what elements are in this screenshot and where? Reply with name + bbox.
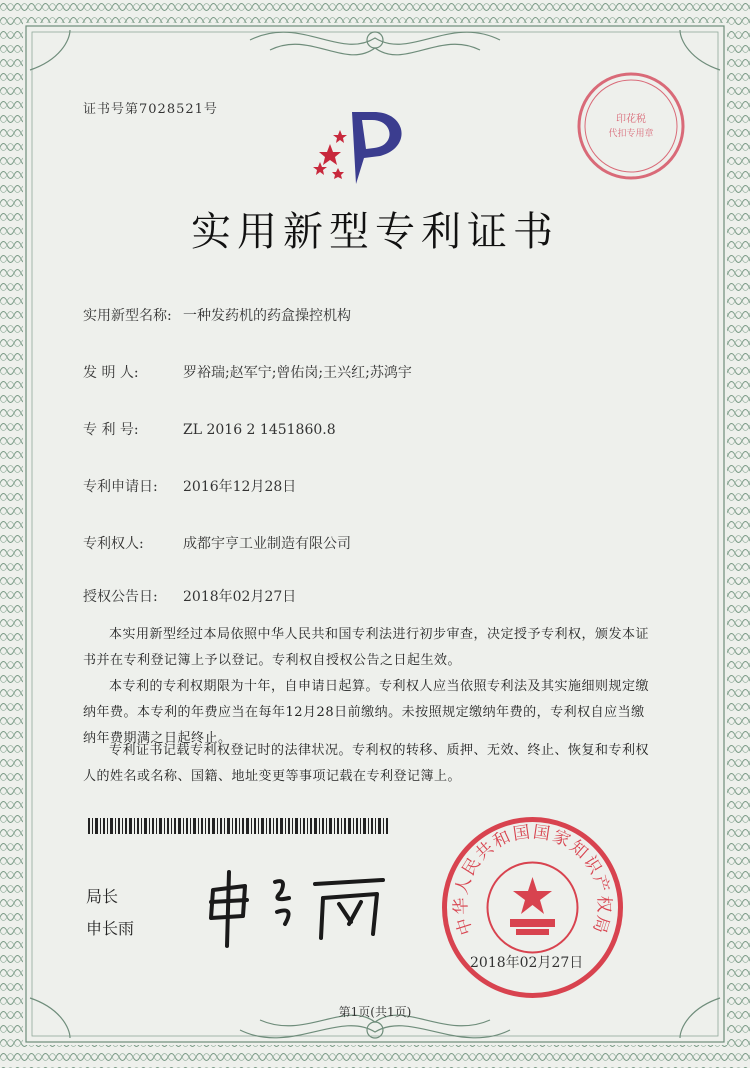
barcode xyxy=(88,818,390,834)
field-value: 2018年02月27日 xyxy=(183,589,297,605)
field-label: 授权公告日: xyxy=(83,589,158,605)
field-value: 罗裕瑞;赵军宁;曾佑岗;王兴红;苏鸿宇 xyxy=(183,365,412,381)
director-name: 申长雨 xyxy=(86,919,135,938)
field-patent-number xyxy=(83,419,336,439)
field-patentee xyxy=(83,533,351,553)
field-value: ZL 2016 2 1451860.8 xyxy=(183,422,336,438)
field-application-date xyxy=(83,476,296,496)
field-grant-date xyxy=(83,586,296,606)
paragraph-term: 本专利的专利权期限为十年，自申请日起算。专利权人应当依照专利法及其实施细则规定缴纳年费。本专利的年费应当在每年12月28日前缴纳。未按照规定缴纳年费的，专利权自应当缴纳年费期满之日起终止。 xyxy=(83,679,650,746)
field-inventors xyxy=(83,362,412,382)
svg-text:中华人民共和国国家知识产权局: 中华人民共和国国家知识产权局 xyxy=(451,822,614,938)
field-label: 专利权人: xyxy=(83,536,144,552)
director-title: 局长 xyxy=(86,887,119,906)
page-footer: 第1页(共1页) xyxy=(338,1005,412,1019)
field-label: 实用新型名称: xyxy=(83,308,172,324)
paragraph-grant: 本实用新型经过本局依照中华人民共和国专利法进行初步审查，决定授予专利权，颁发本证书并在专利登记簿上予以登记。专利权自授权公告之日起生效。 xyxy=(83,627,650,668)
state-ip-office-seal xyxy=(440,815,625,1000)
patent-office-logo xyxy=(312,106,422,186)
director-signature xyxy=(205,868,390,948)
seal-date: 2018年02月27日 xyxy=(470,955,584,971)
svg-text:代扣专用章: 代扣专用章 xyxy=(608,129,654,139)
field-value: 成都宇亨工业制造有限公司 xyxy=(183,536,351,552)
agency-seal xyxy=(575,70,687,182)
field-label: 专 利 号: xyxy=(83,422,139,438)
paragraph-legal-status: 专利证书记载专利权登记时的法律状况。专利权的转移、质押、无效、终止、恢复和专利权人的姓名或名称、国籍、地址变更等事项记载在专利登记簿上。 xyxy=(83,743,650,784)
field-value: 2016年12月28日 xyxy=(183,479,297,495)
field-value: 一种发药机的药盒操控机构 xyxy=(183,308,351,324)
svg-text:印花税: 印花税 xyxy=(616,114,646,125)
field-utility-model-name xyxy=(83,305,351,325)
field-label: 发 明 人: xyxy=(83,365,139,381)
field-label: 专利申请日: xyxy=(83,479,158,495)
certificate-title: 实用新型专利证书 xyxy=(191,209,559,255)
certificate-number: 证书号第7028521号 xyxy=(83,102,218,117)
